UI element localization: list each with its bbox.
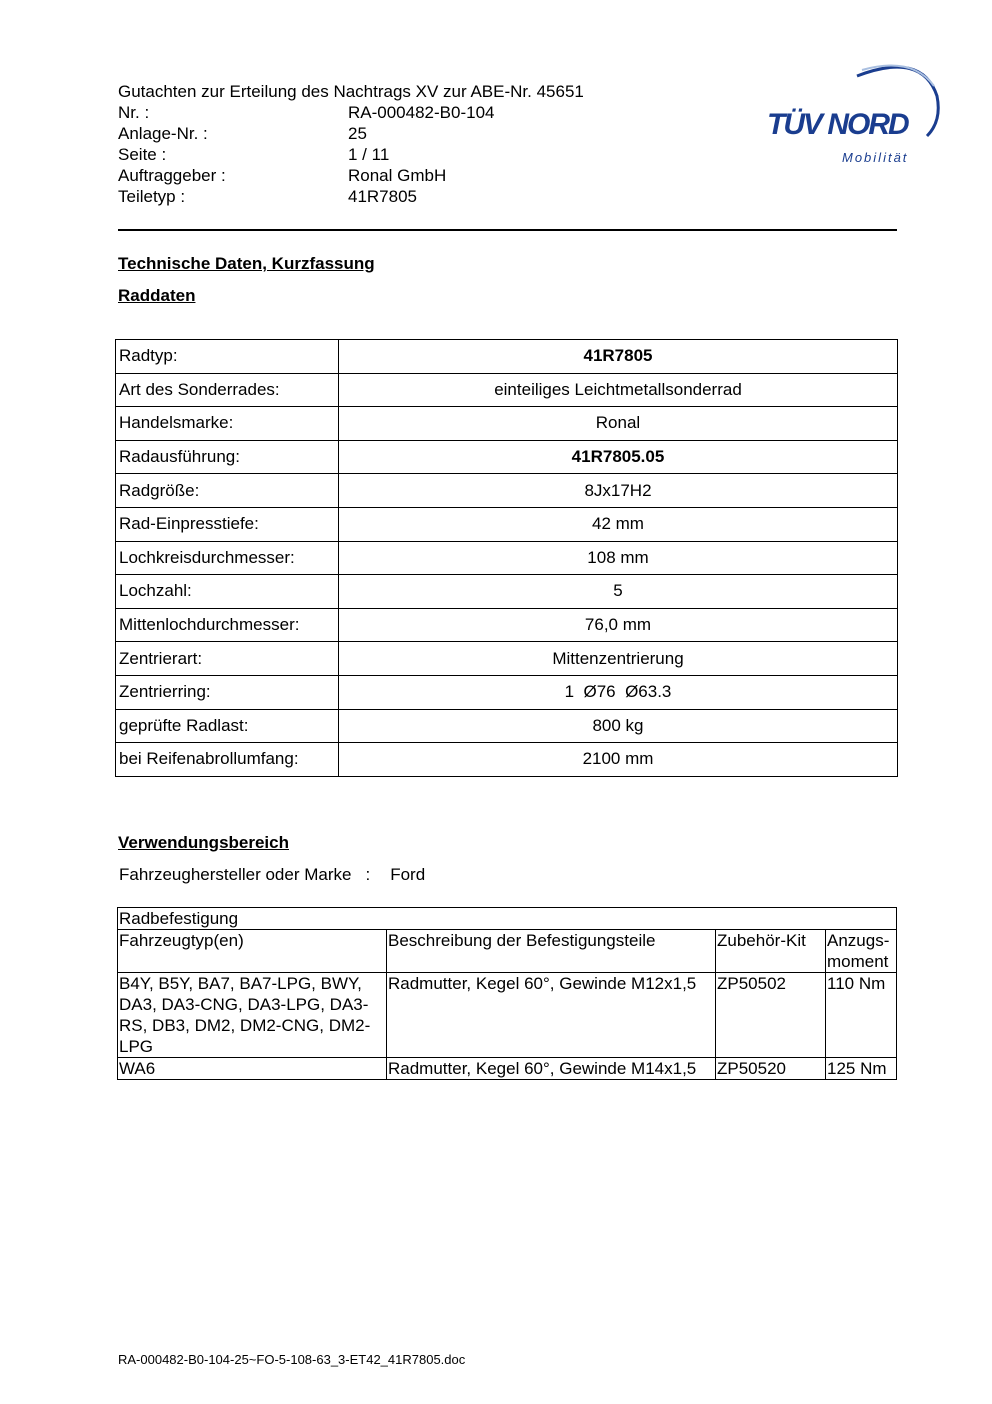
section-title-tech: Technische Daten, Kurzfassung [118, 254, 375, 273]
header-row-teiletyp: Teiletyp : 41R7805 [118, 187, 418, 206]
mounting-table [117, 907, 897, 1080]
manufacturer-label: Fahrzeughersteller oder Marke [119, 865, 352, 884]
logo-brand: TÜV NORD [767, 108, 908, 141]
table-row: Radtyp: 41R7805 [116, 340, 898, 374]
table-row: Radgröße: 8Jx17H2 [116, 474, 898, 508]
table-row: Zentrierart: Mittenzentrierung [116, 642, 898, 676]
table-caption-row: Radbefestigung [118, 908, 897, 930]
table-row: Lochzahl: 5 [116, 575, 898, 609]
header-row-anlage: Anlage-Nr. : 25 [118, 124, 367, 143]
table-row: B4Y, B5Y, BA7, BA7-LPG, BWY, DA3, DA3-CNG, DA3-LPG, DA3-RS, DB3, DM2, DM2-CNG, DM2-LPG Radmutter, Kegel 60°, Gewinde M12x1,5 ZP50502 110 Nm [118, 973, 897, 1058]
header-row-nr: Nr. : RA-000482-B0-104 [118, 103, 495, 122]
table-row: WA6 Radmutter, Kegel 60°, Gewinde M14x1,5 ZP50520 125 Nm [118, 1058, 897, 1080]
manufacturer-line: Fahrzeughersteller oder Marke : Ford [119, 865, 426, 884]
table-row: Mittenlochdurchmesser: 76,0 mm [116, 608, 898, 642]
table-row: Zentrierring: 1 Ø76 Ø63.3 [116, 675, 898, 709]
footer-filename: RA-000482-B0-104-25~FO-5-108-63_3-ET42_41R7805.doc [118, 1352, 466, 1367]
header-row-seite: Seite : 1 / 11 [118, 145, 390, 164]
header-row-auftraggeber: Auftraggeber : Ronal GmbH [118, 166, 447, 185]
logo-sub: Mobilität [842, 150, 909, 165]
table-row: Art des Sonderrades: einteiliges Leichtmetallsonderrad [116, 373, 898, 407]
table-row: Rad-Einpresstiefe: 42 mm [116, 507, 898, 541]
table-row: Lochkreisdurchmesser: 108 mm [116, 541, 898, 575]
section-title-usage: Verwendungsbereich [118, 833, 289, 852]
document-header [118, 81, 584, 207]
manufacturer-value: Ford [390, 865, 426, 884]
tuv-nord-logo [762, 56, 942, 171]
table-header-row: Fahrzeugtyp(en) Beschreibung der Befestigungsteile Zubehör-Kit Anzugs-moment [118, 930, 897, 973]
wheel-data-table [115, 339, 898, 777]
section-title-wheel: Raddaten [118, 286, 196, 305]
header-divider [118, 229, 897, 231]
document-title: Gutachten zur Erteilung des Nachtrags XV zur ABE-Nr. 45651 [118, 82, 584, 101]
table-row: bei Reifenabrollumfang: 2100 mm [116, 743, 898, 777]
table-row: geprüfte Radlast: 800 kg [116, 709, 898, 743]
table-row: Radausführung: 41R7805.05 [116, 440, 898, 474]
table-row: Handelsmarke: Ronal [116, 407, 898, 441]
